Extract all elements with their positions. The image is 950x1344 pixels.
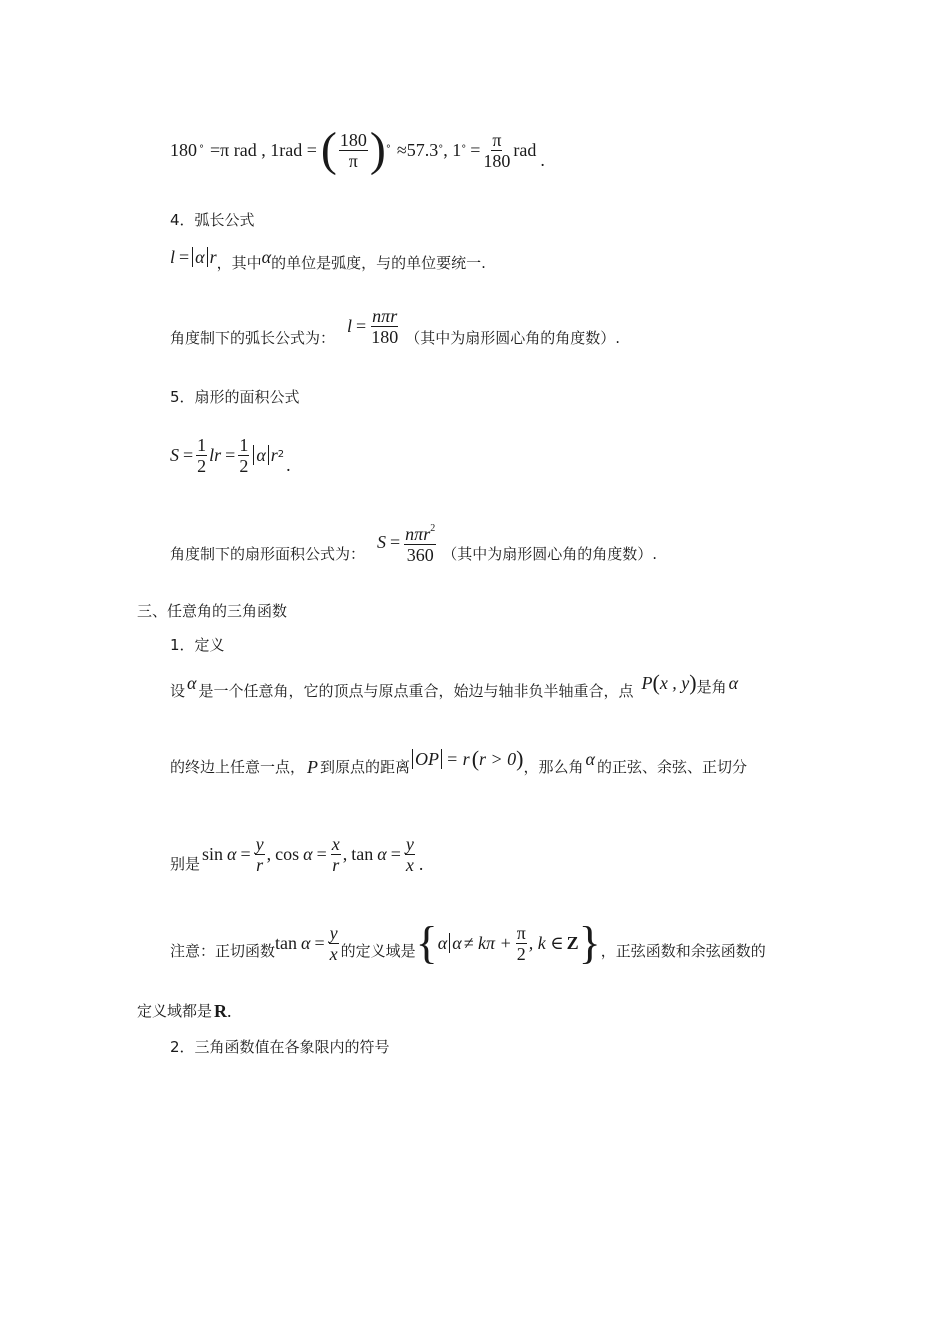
arc-length-formula-line: l = α r ，其中 α 的单位是弧度，与的单位要统一. — [170, 247, 486, 272]
fraction-x-over-r: $\frac{x}{r}$ — [331, 833, 340, 875]
right-brace: } — [578, 917, 601, 968]
fraction-one-half: $\frac{1}{2}$ — [197, 434, 207, 476]
left-paren: ( — [320, 123, 337, 176]
fraction-y-over-x-note: $\frac{y}{x}$ — [329, 922, 338, 964]
arc-length-degree-formula-line: 角度制下的弧长公式为： l = $\frac{\text{nπr}}{180}$ （其中为扇形圆心角的角度数）. — [170, 305, 620, 347]
section-4-heading: 4．弧长公式 — [170, 211, 255, 229]
section-3-heading: 三、任意角的三角函数 — [137, 602, 288, 620]
fraction-npir-over-180: $\frac{\text{nπr}}{180}$ — [371, 305, 399, 347]
radian-conversion-formula: 180 ° =π rad , 1rad = ( $\frac{180}{\pi}$ ) ° ≈57.3 ° , 1 ° = $\frac{\pi}{180}$ rad . — [170, 123, 545, 176]
domain-sentence-line: 定义域都是 R . — [137, 1001, 232, 1021]
fraction-npir2-over-360: $\frac{n\pi r^2}{360}$ — [404, 519, 436, 565]
sector-area-formula-line: S = $\frac{1}{2}$ lr = $\frac{1}{2}$ α r 2 . — [170, 434, 291, 476]
trig-definitions-line: 别是 sin α = $\frac{y}{r}$ , cos α = $\frac{x}{r}$ , tan α = $\frac{y}{x}$ . — [170, 833, 424, 875]
subsection-definition-heading: 1．定义 — [170, 636, 225, 654]
fraction-180-over-pi: $\frac{180}{\pi}$ — [339, 129, 367, 171]
right-paren: ) — [369, 123, 386, 176]
fraction-y-over-x: $\frac{y}{x}$ — [405, 833, 414, 875]
fraction-y-over-r: $\frac{y}{r}$ — [255, 833, 264, 875]
definition-paragraph-line-2: 的终边上任意一点， P 到原点的距离 OP = r ( r > 0 ) ，那么角 α 的正弦、余弦、正切分 — [170, 746, 747, 777]
fraction-pi-over-2: $\frac{\pi}{2}$ — [516, 922, 526, 964]
fraction-one-half-2: $\frac{1}{2}$ — [239, 434, 249, 476]
fraction-pi-over-180: $\frac{\pi}{180}$ — [483, 129, 511, 171]
sector-area-degree-formula-line: 角度制下的扇形面积公式为： S = $\frac{n\pi r^2}{360}$ （其中为扇形圆心角的角度数）. — [170, 518, 657, 566]
subsection-quadrant-signs-heading: 2．三角函数值在各象限内的符号 — [170, 1038, 390, 1056]
tangent-domain-note-line: 注意：正切函数 tan α = $\frac{y}{x}$ 的定义域是 { α α ≠ kπ + $\frac{\pi}{2}$ , k ∈ Z } ，正弦函数和余弦函数的 — [170, 917, 766, 968]
left-brace: { — [415, 917, 438, 968]
definition-paragraph-line-1: 设 α 是一个任意角，它的顶点与原点重合，始边与轴非负半轴重合，点 P ( x , y ) 是角 α — [170, 670, 739, 700]
section-5-heading: 5．扇形的面积公式 — [170, 388, 300, 406]
